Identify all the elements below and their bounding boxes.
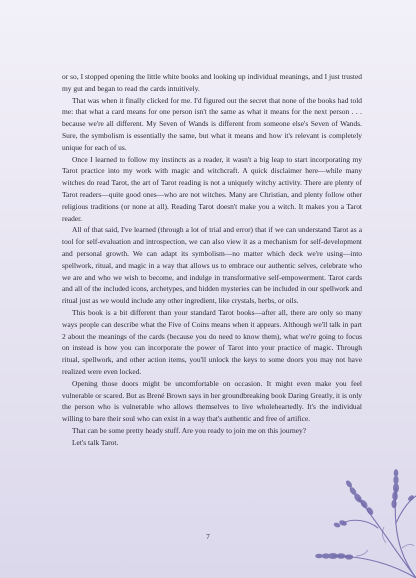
paragraph: Once I learned to follow my instincts as a reader, it wasn't a big leap to start incorporating my Tarot practice into my work with magic and witchcraft. A quick disclaimer here—while many witches do read Tarot, the art of Tarot reading is not a uniquely witchy activity. There are plenty of Tarot readers—quite good ones—who are not witches. Many are Christian, and plenty follow other religious traditions (or none at all). Reading Tarot doesn't make you a witch. It makes you a Tarot reader. [62, 154, 362, 223]
lavender-sprig-icon [298, 428, 416, 578]
paragraph: That can be some pretty heady stuff. Are you ready to join me on this journey? [72, 425, 307, 435]
paragraph: This book is a bit different than your standard Tarot books—after all, there are only so many ways people can describe what the Five of Coins means when it appears. Although we'll talk in part 2 about the meanings of the cards (because you do need to know them), what we're going to focus on instead is how you can incorporate the power of Tarot into your practice of magic. Through ritual, spellwork, and other action items, you'll unlock the keys to some doors you may not have realized were even locked. [62, 307, 362, 376]
body-text [62, 71, 362, 449]
paragraph: Let's talk Tarot. [72, 437, 119, 447]
page-number: 7 [206, 533, 210, 541]
paragraph: That was when it finally clicked for me. I'd figured out the secret that none of the books had told me: that what a card means for one person isn't the same as what it means for the next person . . . because we're all different. My Seven of Wands is different from someone else's Seven of Wands. Sure, the symbolism is essentially the same, but what it means and how it's relevant is completely unique for each of us. [62, 95, 362, 152]
paragraph: All of that said, I've learned (through a lot of trial and error) that if we can understand Tarot as a tool for self-evaluation and introspection, we can also view it as a mechanism for self-development and personal growth. We can adapt its symbolism—no matter which deck we're using—into spellwork, ritual, and magic in a way that allows us to embrace our authentic selves, celebrate who we are and who we wish to become, and indulge in transformative self-empowerment. Tarot cards and all of the included icons, archetypes, and hidden mysteries can be included in our spellwork and ritual just as we would include any other ingredient, like crystals, herbs, or oils. [62, 225, 362, 306]
paragraph: Opening those doors might be uncomfortable on occasion. It might even make you feel vulnerable or scared. But as Brené Brown says in her groundbreaking book Daring Greatly, it is only the person who is vulnerable who allows themselves to live wholeheartedly. It's the individual willing to bare their soul who can exist in a way that's authentic and free of artifice. [62, 378, 362, 424]
paragraph: or so, I stopped opening the little white books and looking up individual meanings, and I just trusted my gut and began to read the cards intuitively. [62, 72, 362, 93]
